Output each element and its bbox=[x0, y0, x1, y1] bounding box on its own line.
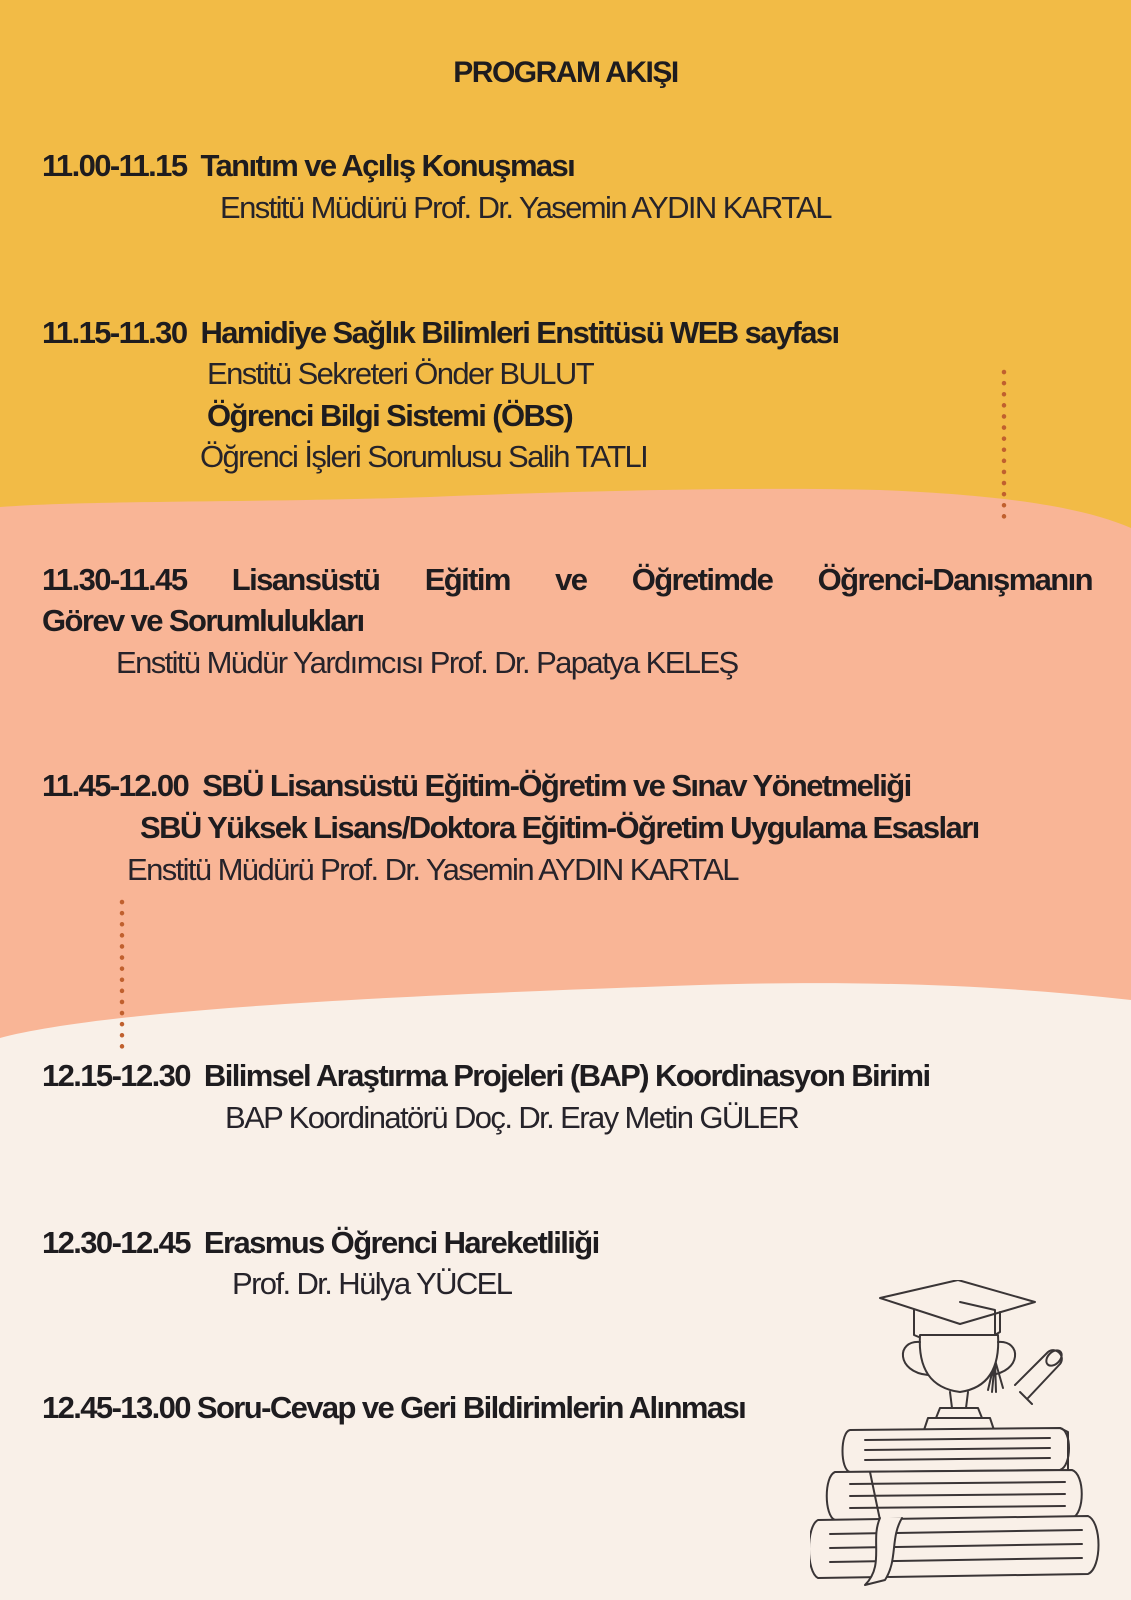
program-item-heading bbox=[42, 1390, 745, 1426]
diploma-scroll-icon bbox=[1015, 1347, 1065, 1404]
program-item-heading bbox=[42, 768, 911, 804]
book-icon bbox=[810, 1516, 1099, 1585]
session-title-line2: Görev ve Sorumlulukları bbox=[42, 603, 364, 638]
session-title-line2: SBÜ Yüksek Lisans/Doktora Eğitim-Öğretim Uygulama Esasları bbox=[140, 810, 979, 845]
time-slot: 12.45-13.00 bbox=[42, 1390, 190, 1425]
time-slot: 12.15-12.30 bbox=[42, 1058, 190, 1093]
session-subtitle: Öğrenci Bilgi Sistemi (ÖBS) bbox=[207, 398, 573, 433]
speaker-line: Enstitü Müdür Yardımcısı Prof. Dr. Papatya KELEŞ bbox=[116, 645, 738, 680]
speaker-line: Öğrenci İşleri Sorumlusu Salih TATLI bbox=[200, 439, 648, 474]
heading-word: Eğitim bbox=[424, 562, 510, 597]
speaker-line: BAP Koordinatörü Doç. Dr. Eray Metin GÜLER bbox=[225, 1100, 799, 1135]
time-slot: 11.15-11.30 bbox=[42, 315, 187, 350]
speaker-line: Enstitü Müdürü Prof. Dr. Yasemin AYDIN KARTAL bbox=[127, 852, 738, 887]
program-item-heading bbox=[42, 1225, 599, 1261]
session-title: SBÜ Lisansüstü Eğitim-Öğretim ve Sınav Yönetmeliği bbox=[202, 768, 911, 803]
book-icon bbox=[827, 1470, 1082, 1520]
time-slot: 11.30-11.45 bbox=[42, 562, 187, 597]
program-item-heading bbox=[42, 148, 574, 184]
speaker-line: Enstitü Sekreteri Önder BULUT bbox=[207, 356, 594, 391]
time-slot: 12.30-12.45 bbox=[42, 1225, 190, 1260]
speaker-line: Prof. Dr. Hülya YÜCEL bbox=[232, 1266, 512, 1301]
book-icon bbox=[843, 1428, 1070, 1472]
time-slot: 11.00-11.15 bbox=[42, 148, 187, 183]
session-title: Bilimsel Araştırma Projeleri (BAP) Koordinasyon Birimi bbox=[203, 1058, 930, 1093]
books-trophy-illustration bbox=[810, 1280, 1110, 1590]
session-title: Tanıtım ve Açılış Konuşması bbox=[200, 148, 575, 183]
program-item-heading bbox=[42, 562, 1092, 598]
heading-word: ve bbox=[555, 562, 587, 597]
session-title: Erasmus Öğrenci Hareketliliği bbox=[203, 1225, 599, 1260]
time-slot: 11.45-12.00 bbox=[42, 768, 189, 803]
trophy-icon bbox=[903, 1335, 1015, 1430]
heading-word: Öğretimde bbox=[631, 562, 773, 597]
session-title: Hamidiye Sağlık Bilimleri Enstitüsü WEB sayfası bbox=[200, 315, 839, 350]
heading-word: Lisansüstü bbox=[231, 562, 380, 597]
heading-word: Öğrenci-Danışmanın bbox=[817, 562, 1092, 597]
program-item-heading bbox=[42, 1058, 929, 1094]
page-title: PROGRAM AKIŞI bbox=[453, 56, 678, 89]
program-item-heading bbox=[42, 315, 839, 351]
session-title: Soru-Cevap ve Geri Bildirimlerin Alınması bbox=[196, 1390, 746, 1425]
speaker-line: Enstitü Müdürü Prof. Dr. Yasemin AYDIN KARTAL bbox=[220, 190, 831, 225]
